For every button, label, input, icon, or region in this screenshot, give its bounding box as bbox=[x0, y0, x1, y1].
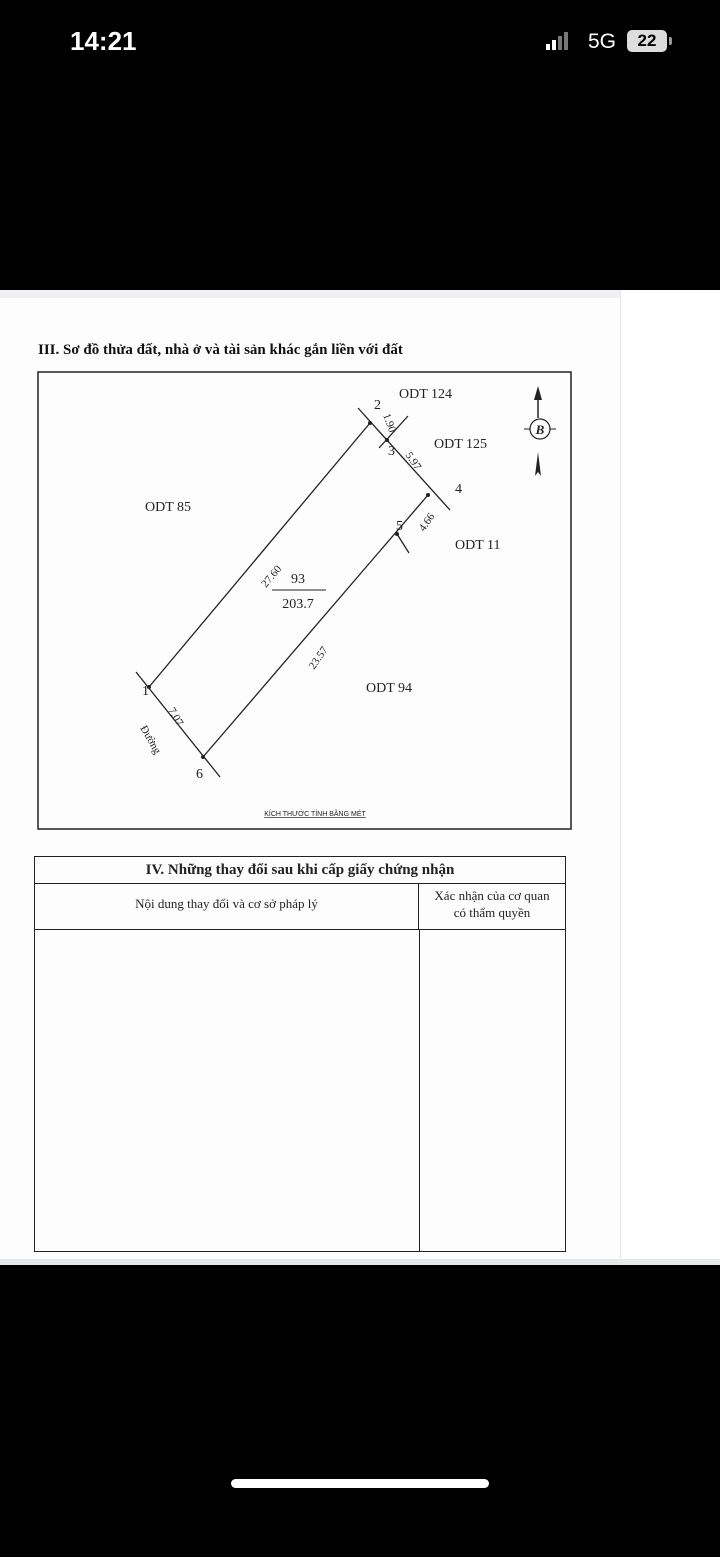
network-type: 5G bbox=[588, 30, 617, 53]
clock: 14:21 bbox=[70, 26, 137, 56]
point-label: 6 bbox=[196, 767, 203, 782]
edge-length: 4.66 bbox=[416, 511, 438, 534]
neighbor-label: ODT 125 bbox=[434, 437, 488, 452]
changes-table bbox=[34, 856, 566, 1252]
north-arrow-icon bbox=[524, 386, 556, 476]
edge-length: 1.90 bbox=[380, 411, 399, 435]
neighbor-label: ODT 124 bbox=[399, 387, 453, 402]
section4-title: IV. Những thay đổi sau khi cấp giấy chứng nhận bbox=[35, 857, 565, 884]
edge-length: 27.60 bbox=[259, 563, 285, 590]
edge-length: 5.97 bbox=[402, 449, 424, 473]
point-label: 2 bbox=[374, 398, 381, 413]
edge-4-6 bbox=[203, 495, 428, 757]
column-divider bbox=[419, 930, 420, 1251]
parcel-area: 203.7 bbox=[282, 597, 314, 612]
edge-length: 7.07 bbox=[165, 705, 186, 729]
scale-note: KÍCH THƯỚC TÍNH BẰNG MÉT bbox=[264, 811, 366, 818]
edge-1-2 bbox=[149, 423, 370, 687]
neighbor-label: ODT 85 bbox=[145, 500, 192, 515]
point-label: 3 bbox=[388, 444, 395, 459]
point-label: 5 bbox=[396, 519, 403, 534]
table-header bbox=[35, 884, 565, 930]
parcel-number: 93 bbox=[291, 572, 305, 587]
home-indicator[interactable] bbox=[231, 1479, 489, 1488]
tick-5 bbox=[397, 534, 409, 553]
battery-icon: 22 bbox=[627, 30, 667, 52]
road-label: Đường bbox=[137, 723, 164, 757]
compass-label: B bbox=[535, 422, 545, 437]
header-line: Xác nhận của cơ quan bbox=[434, 888, 550, 903]
column-header-confirmation bbox=[419, 884, 565, 929]
neighbor-label: ODT 11 bbox=[455, 538, 501, 553]
bottom-area bbox=[0, 1265, 720, 1557]
section3-title: III. Sơ đồ thửa đất, nhà ở và tài sản khác gắn liền với đất bbox=[38, 342, 403, 358]
edge-length: 23.57 bbox=[306, 644, 331, 672]
column-header-content: Nội dung thay đổi và cơ sở pháp lý bbox=[35, 884, 419, 929]
point-label: 4 bbox=[455, 482, 462, 497]
header-line: có thẩm quyền bbox=[453, 905, 531, 920]
neighbor-label: ODT 94 bbox=[366, 681, 413, 696]
point-label: 1 bbox=[142, 684, 149, 699]
